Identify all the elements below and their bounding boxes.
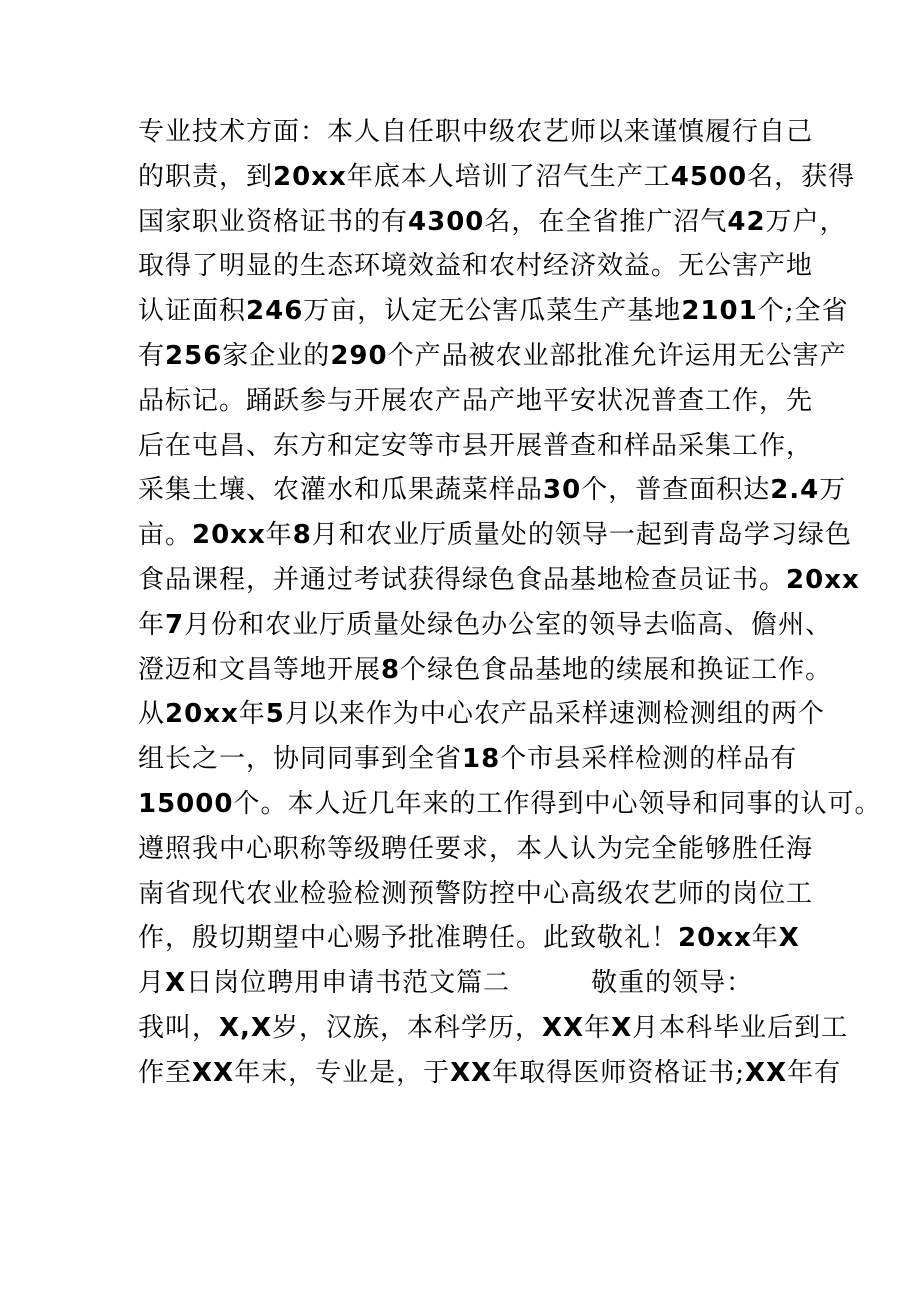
text-line: 认证面积246万亩，认定无公害瓜菜生产基地2101个;全省	[138, 296, 849, 327]
text-line: 遵照我中心职称等级聘任要求，本人认为完全能够胜任海	[138, 833, 814, 864]
text-line: 15000个。本人近几年来的工作得到中心领导和同事的认可。	[138, 788, 882, 819]
body-paragraph	[138, 110, 882, 1096]
text-line: 组长之一，协同同事到全省18个市县采样检测的样品有	[138, 744, 798, 775]
text-line: 国家职业资格证书的有4300名，在全省推广沼气42万户，	[138, 206, 847, 237]
text-line: 品标记。踊跃参与开展农产品产地平安状况普查工作，先	[138, 385, 814, 416]
text-line: 有256家企业的290个产品被农业部批准允许运用无公害产	[138, 340, 847, 371]
text-line: 的职责，到20xx年底本人培训了沼气生产工4500名，获得	[138, 161, 856, 192]
text-line: 作，殷切期望中心赐予批准聘任。此致敬礼！20xx年X	[138, 923, 800, 954]
text-line: 澄迈和文昌等地开展8个绿色食品基地的续展和换证工作。	[138, 654, 833, 685]
text-line: 年7月份和农业厅质量处绿色办公室的领导去临高、儋州、	[138, 609, 833, 640]
text-line: 食品课程，并通过考试获得绿色食品基地检查员证书。20xx	[138, 564, 860, 595]
text-line: 我叫，X,X岁，汉族，本科学历，XX年X月本科毕业后到工	[138, 1012, 849, 1043]
text-line: 亩。20xx年8月和农业厅质量处的领导一起到青岛学习绿色	[138, 520, 852, 551]
text-line: 专业技术方面：本人自任职中级农艺师以来谨慎履行自己	[138, 117, 814, 147]
text-line: 取得了明显的生态环境效益和农村经济效益。无公害产地	[138, 251, 814, 282]
text-line: 月X日岗位聘用申请书范文篇二 敬重的领导：	[138, 968, 754, 999]
text-line: 从20xx年5月以来作为中心农产品采样速测检测组的两个	[138, 699, 825, 730]
text-line: 作至XX年末，专业是，于XX年取得医师资格证书;XX年有	[138, 1057, 842, 1088]
text-line: 后在屯昌、东方和定安等市县开展普查和样品采集工作，	[138, 430, 814, 461]
text-line: 南省现代农业检验检测预警防控中心高级农艺师的岗位工	[138, 878, 814, 909]
text-line: 采集土壤、农灌水和瓜果蔬菜样品30个，普查面积达2.4万	[138, 475, 847, 506]
